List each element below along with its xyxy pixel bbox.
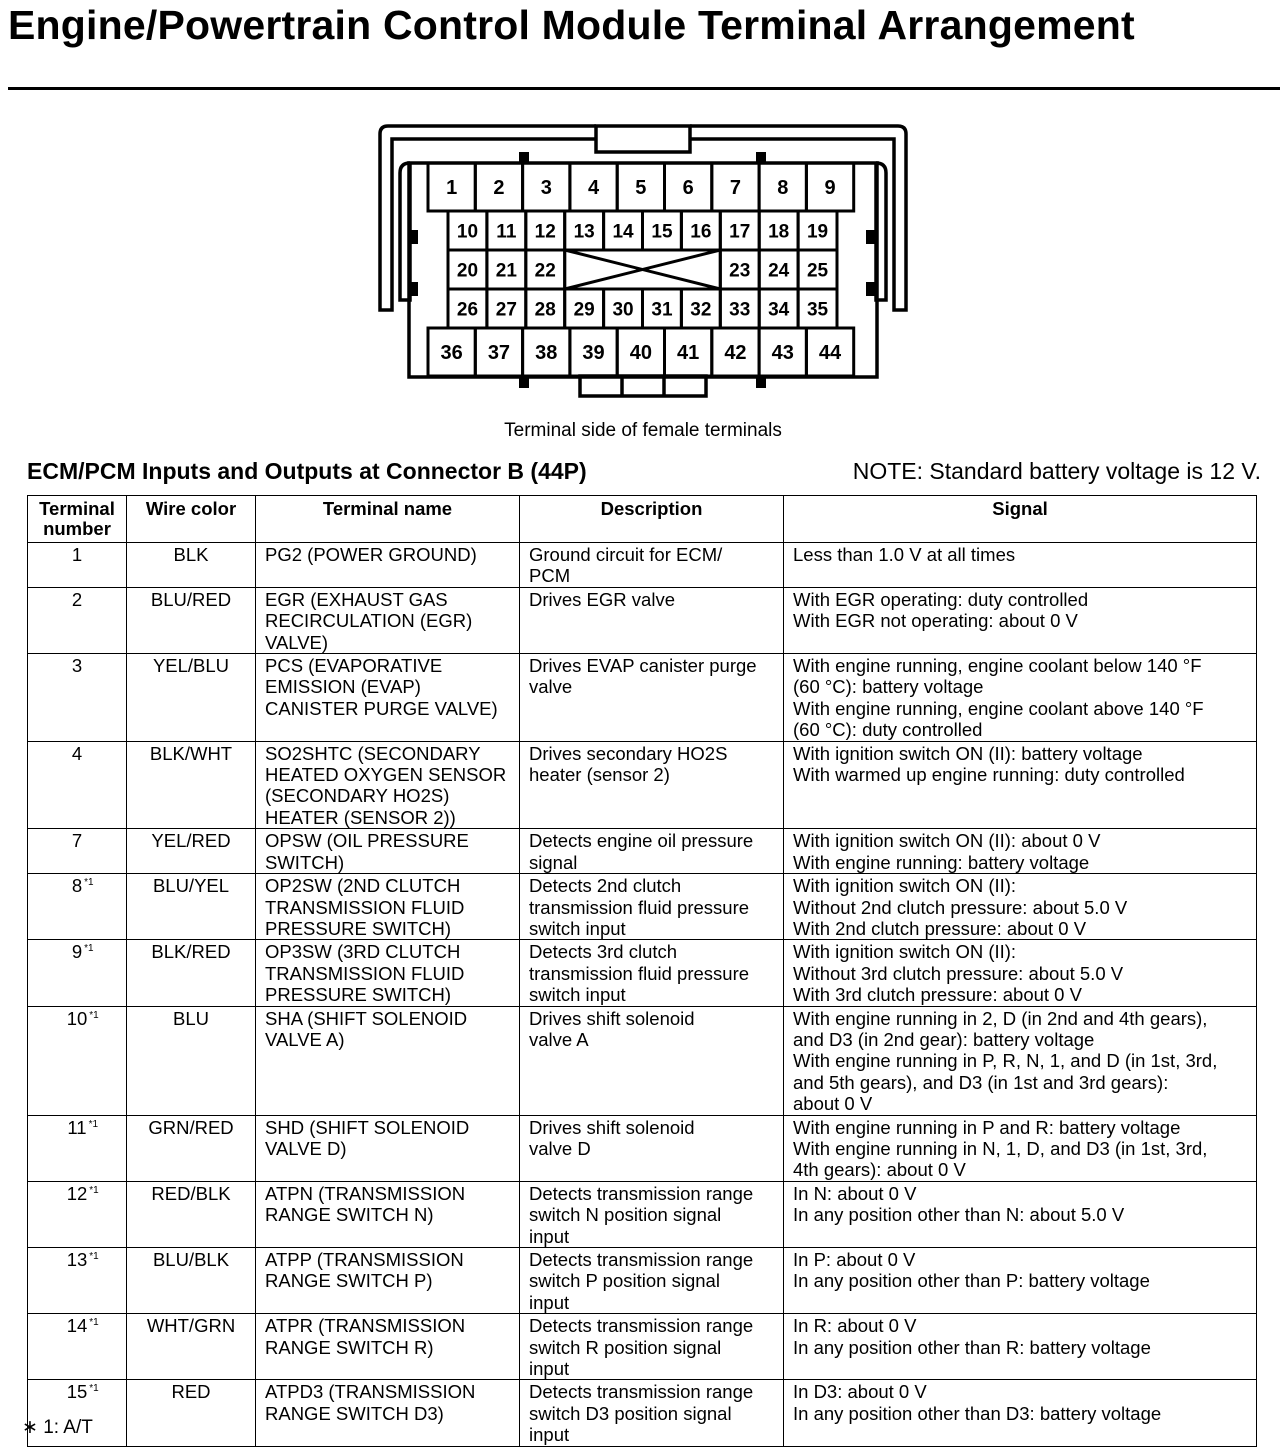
terminal-name-line: PRESSURE SWITCH) — [265, 984, 452, 1006]
cell-terminal-name — [256, 1248, 520, 1314]
description-line: switch R position signal — [529, 1336, 722, 1358]
terminal-name-line: PRESSURE SWITCH) — [265, 917, 452, 939]
terminal-number: 12 *1 — [67, 1183, 88, 1204]
signal-line: In N: about 0 V — [793, 1182, 917, 1204]
cell-description — [520, 1314, 784, 1380]
description-line: valve A — [529, 1028, 589, 1050]
signal-line: about 0 V — [793, 1093, 873, 1115]
table-row — [28, 587, 1257, 653]
signal-line: With engine running in 2, D (in 2nd and 4th gears), — [793, 1007, 1208, 1029]
terminal-number: 4 — [71, 742, 83, 764]
connector-pin-label: 24 — [768, 260, 790, 282]
signal-line: In any position other than D3: battery voltage — [793, 1402, 1162, 1424]
terminal-name-line: SO2SHTC (SECONDARY — [265, 742, 481, 764]
connector-pin-label: 7 — [729, 177, 742, 200]
signal-line: (60 °C): duty controlled — [793, 719, 983, 741]
terminal-number: 14 *1 — [67, 1315, 88, 1336]
footnote-marker: *1 — [89, 1184, 99, 1196]
description-line: transmission fluid pressure — [529, 896, 750, 918]
cell-signal — [784, 940, 1257, 1006]
cell-signal — [784, 874, 1257, 940]
description-line: switch N position signal — [529, 1204, 722, 1226]
connector-pin-label: 4 — [587, 177, 600, 200]
footnote-marker: *1 — [89, 1383, 99, 1395]
signal-line: With engine running: battery voltage — [793, 851, 1090, 873]
description-line: Drives EVAP canister purge — [529, 655, 757, 677]
footnote-marker: *1 — [89, 1317, 99, 1329]
cell-description — [520, 1115, 784, 1181]
footnote-marker: *1 — [89, 1251, 99, 1262]
connector-pin-label: 18 — [768, 221, 790, 243]
connector-pin-label: 19 — [806, 221, 829, 243]
terminal-number: 2 — [71, 588, 83, 610]
cell-terminal-name — [256, 543, 520, 588]
cell-terminal-number — [28, 874, 127, 940]
cell-wire-color: BLU/YEL — [127, 874, 256, 940]
signal-line: and 5th gears), and D3 (in 1st and 3rd gears): — [793, 1071, 1169, 1093]
description-line: Ground circuit for ECM/ — [529, 544, 723, 565]
cell-terminal-name — [256, 1314, 520, 1380]
signal-line: (60 °C): battery voltage — [793, 676, 984, 698]
terminal-name-line: OPSW (OIL PRESSURE — [265, 830, 469, 852]
cell-signal — [784, 1314, 1257, 1380]
cell-wire-color: YEL/BLU — [127, 654, 256, 742]
cell-wire-color: RED — [127, 1380, 256, 1446]
signal-line: Less than 1.0 V at all times — [793, 544, 1016, 565]
header-wire-color: Wire color — [127, 496, 256, 543]
description-line: Detects 3rd clutch — [529, 941, 678, 963]
description-line: Detects transmission range — [529, 1381, 754, 1403]
description-line: input — [529, 1291, 570, 1313]
terminal-name-line: RECIRCULATION (EGR) — [265, 610, 473, 632]
terminal-name-line: EGR (EXHAUST GAS — [265, 588, 448, 610]
terminal-name-line: VALVE D) — [265, 1137, 347, 1159]
signal-line: and D3 (in 2nd gear): battery voltage — [793, 1028, 1095, 1050]
terminal-name-line: ATPN (TRANSMISSION — [265, 1182, 466, 1204]
table-row — [28, 741, 1257, 829]
description-line: valve D — [529, 1137, 591, 1159]
table-row — [28, 829, 1257, 874]
cell-terminal-name — [256, 874, 520, 940]
description-line: input — [529, 1358, 570, 1380]
cell-terminal-name — [256, 1380, 520, 1446]
cell-terminal-name — [256, 1006, 520, 1115]
connector-pin-label: 30 — [612, 299, 634, 321]
terminal-name-line: TRANSMISSION FLUID — [265, 962, 465, 984]
description-line: switch P position signal — [529, 1270, 720, 1292]
description-line: Detects engine oil pressure — [529, 830, 754, 852]
connector-caption: Terminal side of female terminals — [504, 420, 782, 441]
signal-line: In any position other than P: battery voltage — [793, 1270, 1150, 1292]
signal-line: With engine running, engine coolant above 140 °F — [793, 697, 1204, 719]
connector-pin-label: 2 — [493, 177, 505, 200]
footnote-marker: *1 — [84, 943, 94, 955]
cell-description — [520, 1181, 784, 1247]
cell-description — [520, 587, 784, 653]
cell-signal — [784, 1006, 1257, 1115]
table-row — [28, 1181, 1257, 1247]
signal-line: With ignition switch ON (II): — [793, 941, 1017, 963]
terminal-name-line: RANGE SWITCH D3) — [265, 1402, 444, 1424]
connector-pin-label: 1 — [446, 177, 458, 200]
terminal-name-line: OP3SW (3RD CLUTCH — [265, 941, 461, 963]
signal-line: With EGR operating: duty controlled — [793, 588, 1089, 610]
connector-diagram — [0, 0, 1286, 420]
cell-terminal-number — [28, 829, 127, 874]
description-line: input — [529, 1424, 570, 1446]
description-line: heater (sensor 2) — [529, 764, 670, 786]
connector-pin-label: 5 — [635, 177, 647, 200]
connector-pin-label: 44 — [818, 342, 842, 365]
cell-terminal-number — [28, 1115, 127, 1181]
cell-wire-color: BLU — [127, 1006, 256, 1115]
terminal-name-line: SWITCH) — [265, 851, 345, 873]
cell-wire-color: BLU/RED — [127, 587, 256, 653]
cell-signal — [784, 829, 1257, 874]
terminal-name-line: RANGE SWITCH N) — [265, 1204, 434, 1226]
cell-terminal-number — [28, 1314, 127, 1380]
connector-pin-label: 40 — [629, 342, 652, 365]
connector-pin-label: 10 — [456, 221, 479, 243]
table-row — [28, 940, 1257, 1006]
cell-signal — [784, 741, 1257, 829]
cell-wire-color: BLK — [127, 543, 256, 588]
terminal-number: 15 *1 — [67, 1381, 88, 1402]
cell-description — [520, 1006, 784, 1115]
description-line: valve — [529, 676, 573, 698]
description-line: Drives shift solenoid — [529, 1116, 695, 1138]
table-row — [28, 874, 1257, 940]
terminal-number: 1 — [71, 544, 83, 565]
table-row — [28, 543, 1257, 588]
terminal-number: 10 *1 — [67, 1008, 88, 1029]
header-terminal-line2: number — [43, 518, 111, 539]
description-line: Drives EGR valve — [529, 588, 675, 610]
cell-signal — [784, 587, 1257, 653]
cell-terminal-number — [28, 543, 127, 588]
connector-pin-label: 42 — [724, 342, 747, 365]
header-description: Description — [520, 496, 784, 543]
table-row — [28, 1006, 1257, 1115]
description-line: Detects transmission range — [529, 1249, 754, 1270]
connector-pin-label: 8 — [777, 177, 789, 200]
header-terminal-name: Terminal name — [256, 496, 520, 543]
connector-pin-label: 39 — [582, 342, 605, 365]
connector-pin-label: 17 — [729, 221, 751, 243]
connector-pin-label: 12 — [534, 221, 556, 243]
signal-line: With EGR not operating: about 0 V — [793, 610, 1078, 632]
signal-line: With ignition switch ON (II): battery voltage — [793, 742, 1143, 764]
cell-wire-color: BLU/BLK — [127, 1248, 256, 1314]
terminal-name-line: PCS (EVAPORATIVE — [265, 655, 443, 677]
connector-pin-label: 29 — [573, 299, 595, 321]
cell-signal — [784, 654, 1257, 742]
cell-terminal-name — [256, 587, 520, 653]
terminal-name-line: RANGE SWITCH P) — [265, 1270, 433, 1292]
section-title: ECM/PCM Inputs and Outputs at Connector B (44P) — [27, 458, 587, 484]
connector-pin-label: 35 — [806, 299, 829, 321]
terminal-name-line: RANGE SWITCH R) — [265, 1336, 434, 1358]
cell-description — [520, 1248, 784, 1314]
description-line: Detects 2nd clutch — [529, 875, 682, 897]
terminal-name-line: SHA (SHIFT SOLENOID — [265, 1007, 468, 1029]
signal-line: Without 2nd clutch pressure: about 5.0 V — [793, 896, 1128, 918]
connector-pin-label: 11 — [496, 221, 517, 243]
signal-line: With warmed up engine running: duty controlled — [793, 764, 1185, 786]
connector-pin-label: 23 — [729, 260, 751, 282]
terminal-number: 9 *1 — [72, 941, 82, 962]
connector-pin-label: 15 — [651, 221, 673, 243]
header-terminal-line1: Terminal — [39, 498, 115, 519]
signal-line: In P: about 0 V — [793, 1249, 916, 1270]
cell-terminal-number — [28, 587, 127, 653]
connector-pin-label: 36 — [440, 342, 463, 365]
terminal-name-line: ATPD3 (TRANSMISSION — [265, 1381, 476, 1403]
cell-wire-color: YEL/RED — [127, 829, 256, 874]
connector-pin-label: 34 — [768, 299, 790, 321]
cell-description — [520, 829, 784, 874]
connector-pin-label: 43 — [771, 342, 794, 365]
signal-line: Without 3rd clutch pressure: about 5.0 V — [793, 962, 1124, 984]
connector-pin-label: 6 — [682, 177, 694, 200]
table-row — [28, 1248, 1257, 1314]
cell-wire-color: BLK/WHT — [127, 741, 256, 829]
description-line: switch D3 position signal — [529, 1402, 732, 1424]
cell-terminal-number — [28, 741, 127, 829]
connector-pin-label: 25 — [806, 260, 829, 282]
terminal-table — [27, 495, 1257, 1447]
terminal-name-line: SHD (SHIFT SOLENOID — [265, 1116, 470, 1138]
terminal-name-line: TRANSMISSION FLUID — [265, 896, 465, 918]
cell-description — [520, 874, 784, 940]
terminal-number: 7 — [71, 830, 83, 852]
terminal-name-line: HEATER (SENSOR 2)) — [265, 806, 456, 828]
terminal-number: 3 — [71, 655, 83, 677]
signal-line: With engine running, engine coolant below 140 °F — [793, 655, 1202, 677]
connector-pin-label: 20 — [456, 260, 479, 282]
signal-line: With ignition switch ON (II): — [793, 875, 1017, 897]
description-line: input — [529, 1225, 570, 1247]
cell-wire-color: GRN/RED — [127, 1115, 256, 1181]
cell-signal — [784, 1248, 1257, 1314]
connector-pin-label: 31 — [651, 299, 673, 321]
terminal-number: 13 *1 — [67, 1249, 88, 1270]
signal-line: In R: about 0 V — [793, 1315, 917, 1337]
cell-description — [520, 940, 784, 1006]
description-line: Detects transmission range — [529, 1315, 754, 1337]
description-line: signal — [529, 851, 578, 873]
cell-terminal-name — [256, 654, 520, 742]
cell-signal — [784, 543, 1257, 588]
cell-terminal-name — [256, 940, 520, 1006]
header-signal: Signal — [784, 496, 1257, 543]
terminal-name-line: VALVE) — [265, 631, 329, 653]
signal-line: With engine running in N, 1, D, and D3 (in 1st, 3rd, — [793, 1137, 1208, 1159]
footnote-marker: *1 — [84, 877, 94, 889]
connector-pin-label: 22 — [534, 260, 556, 282]
signal-line: 4th gears): about 0 V — [793, 1159, 966, 1181]
connector-pin-label: 14 — [612, 221, 634, 243]
cell-terminal-number — [28, 1248, 127, 1314]
cell-signal — [784, 1181, 1257, 1247]
description-line: Detects transmission range — [529, 1182, 754, 1204]
terminal-name-line: (SECONDARY HO2S) — [265, 785, 450, 807]
terminal-name-line: ATPP (TRANSMISSION — [265, 1249, 464, 1270]
connector-pin-label: 27 — [495, 299, 517, 321]
cell-description — [520, 1380, 784, 1446]
connector-pin-label: 32 — [690, 299, 712, 321]
cell-terminal-name — [256, 741, 520, 829]
voltage-note: NOTE: Standard battery voltage is 12 V. — [852, 458, 1261, 484]
description-line: switch input — [529, 984, 626, 1006]
signal-line: With 3rd clutch pressure: about 0 V — [793, 984, 1082, 1006]
cell-wire-color: WHT/GRN — [127, 1314, 256, 1380]
terminal-name-line: PG2 (POWER GROUND) — [265, 544, 477, 565]
cell-terminal-number — [28, 654, 127, 742]
signal-line: With engine running in P, R, N, 1, and D (in 1st, 3rd, — [793, 1050, 1218, 1072]
cell-wire-color: BLK/RED — [127, 940, 256, 1006]
description-line: PCM — [529, 565, 571, 587]
signal-line: In any position other than N: about 5.0 V — [793, 1204, 1125, 1226]
cell-terminal-number — [28, 1006, 127, 1115]
cell-wire-color: RED/BLK — [127, 1181, 256, 1247]
table-row — [28, 1115, 1257, 1181]
signal-line: With 2nd clutch pressure: about 0 V — [793, 917, 1087, 939]
cell-terminal-number — [28, 1181, 127, 1247]
terminal-name-line: ATPR (TRANSMISSION — [265, 1315, 466, 1337]
cell-signal — [784, 1115, 1257, 1181]
terminal-name-line: OP2SW (2ND CLUTCH — [265, 875, 461, 897]
cell-description — [520, 543, 784, 588]
connector-pin-label: 37 — [487, 342, 511, 365]
connector-pin-label: 9 — [824, 177, 836, 200]
terminal-name-line: CANISTER PURGE VALVE) — [265, 697, 498, 719]
connector-pin-grid — [428, 163, 854, 376]
cell-terminal-name — [256, 1181, 520, 1247]
table-row — [28, 654, 1257, 742]
signal-line: With ignition switch ON (II): about 0 V — [793, 830, 1101, 852]
connector-pin-label: 41 — [677, 342, 700, 365]
description-line: switch input — [529, 917, 626, 939]
cell-terminal-name — [256, 829, 520, 874]
terminal-number: 8 *1 — [72, 875, 82, 896]
table-row — [28, 1380, 1257, 1446]
description-line: Drives shift solenoid — [529, 1007, 695, 1029]
terminal-name-line: VALVE A) — [265, 1028, 345, 1050]
connector-pin-label: 33 — [729, 299, 751, 321]
page-title: Engine/Powertrain Control Module Terminal Arrangement — [8, 2, 1135, 48]
terminal-name-line: HEATED OXYGEN SENSOR — [265, 764, 507, 786]
terminal-number: 11 *1 — [67, 1117, 86, 1138]
connector-pin-label: 28 — [534, 299, 556, 321]
connector-pin-label: 13 — [573, 221, 595, 243]
description-line: transmission fluid pressure — [529, 962, 750, 984]
connector-pin-label: 26 — [456, 299, 479, 321]
connector-pin-label: 38 — [535, 342, 558, 365]
connector-pin-label: 21 — [495, 260, 517, 282]
header-terminal-number — [28, 496, 127, 543]
footnote-marker: *1 — [88, 1118, 99, 1130]
cell-terminal-name — [256, 1115, 520, 1181]
cell-signal — [784, 1380, 1257, 1446]
signal-line: In D3: about 0 V — [793, 1381, 927, 1403]
description-line: Drives secondary HO2S — [529, 742, 728, 764]
table-row — [28, 1314, 1257, 1380]
connector-pin-label: 3 — [540, 177, 552, 200]
footnote: ∗ 1: A/T — [22, 1417, 93, 1438]
cell-description — [520, 741, 784, 829]
cell-terminal-number — [28, 940, 127, 1006]
cell-description — [520, 654, 784, 742]
footnote-marker: *1 — [89, 1009, 99, 1021]
table-header-row — [28, 496, 1257, 543]
signal-line: In any position other than R: battery voltage — [793, 1336, 1151, 1358]
signal-line: With engine running in P and R: battery voltage — [793, 1116, 1181, 1138]
connector-pin-label: 16 — [690, 221, 712, 243]
terminal-name-line: EMISSION (EVAP) — [265, 676, 421, 698]
